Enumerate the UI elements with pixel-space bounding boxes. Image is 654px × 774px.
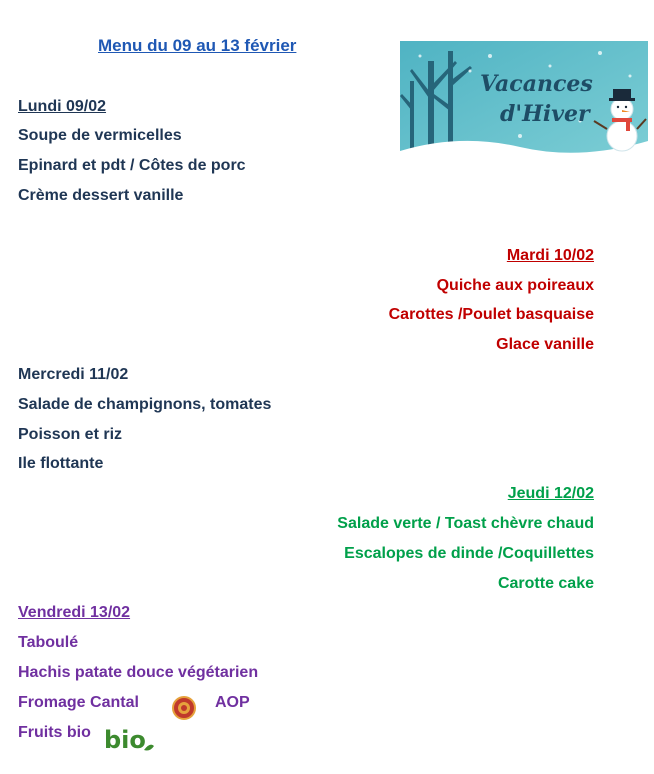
lundi-heading: Lundi 09/02 xyxy=(18,98,107,115)
mercredi-item: Poisson et riz xyxy=(18,426,123,443)
vendredi-item: Taboulé xyxy=(18,634,79,651)
vendredi-item: Fruits bio xyxy=(18,724,91,741)
bio-logo-text: bio xyxy=(104,726,146,754)
jeudi-item: Salade verte / Toast chèvre chaud xyxy=(337,515,594,532)
vacances-hiver-banner xyxy=(400,41,648,171)
mercredi-item: Salade de champignons, tomates xyxy=(18,396,272,413)
jeudi-item: Carotte cake xyxy=(497,575,594,592)
mercredi-heading: Mercredi 11/02 xyxy=(18,366,129,383)
vendredi-item: Hachis patate douce végétarien xyxy=(18,664,259,681)
lundi-item: Soupe de vermicelles xyxy=(18,127,182,144)
aop-label: AOP xyxy=(215,694,250,711)
lundi-item: Epinard et pdt / Côtes de porc xyxy=(18,157,246,174)
mardi-item: Quiche aux poireaux xyxy=(436,277,594,294)
bio-logo-icon xyxy=(104,722,156,756)
banner-line2: d'Hiver xyxy=(500,101,590,127)
mardi-item: Carottes /Poulet basquaise xyxy=(388,306,594,323)
vendredi-heading: Vendredi 13/02 xyxy=(18,604,131,621)
jeudi-heading: Jeudi 12/02 xyxy=(507,485,594,502)
mardi-item: Glace vanille xyxy=(496,336,594,353)
aop-seal-icon xyxy=(172,696,196,720)
banner-line1: Vacances xyxy=(480,71,593,97)
jeudi-item: Escalopes de dinde /Coquillettes xyxy=(344,545,594,562)
page-title: Menu du 09 au 13 février xyxy=(98,36,297,55)
vendredi-item: Fromage Cantal xyxy=(18,694,139,711)
mardi-heading: Mardi 10/02 xyxy=(506,247,594,264)
lundi-item: Crème dessert vanille xyxy=(18,187,184,204)
mercredi-item: Ile flottante xyxy=(18,455,104,472)
